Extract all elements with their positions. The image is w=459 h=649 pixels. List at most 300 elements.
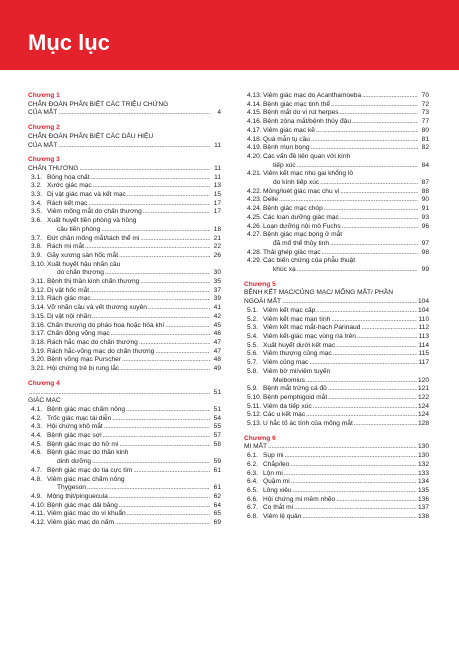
entry-title: CỦA MẮT bbox=[28, 109, 58, 117]
toc-entry-row[interactable] bbox=[31, 365, 221, 374]
toc-entry-row[interactable] bbox=[247, 359, 429, 368]
entry-number: 3.1. bbox=[31, 173, 42, 181]
toc-entry-row[interactable] bbox=[247, 188, 429, 197]
page-number: 98 bbox=[421, 248, 429, 256]
leader-dots bbox=[104, 423, 210, 432]
chapter-title-line: BỆNH KẾT MẠC/CỦNG MẠC/ MỐNG MẮT/ PHẦN bbox=[244, 289, 393, 297]
toc-entry[interactable] bbox=[28, 356, 221, 365]
toc-entry-row[interactable] bbox=[31, 208, 221, 217]
entry-title: 3.17.Chấn động võng mạc bbox=[31, 330, 110, 338]
toc-entry-row[interactable] bbox=[247, 487, 429, 496]
page-number: 128 bbox=[417, 420, 429, 428]
entry-title: 4.7. Bệnh giác mạc do tia cực tím bbox=[31, 466, 133, 474]
chapter-title-line: CHẨN ĐOÁN PHÂN BIỆT CÁC TRIỆU CHỨNG bbox=[28, 100, 169, 108]
toc-entry[interactable] bbox=[28, 235, 221, 244]
toc-entry-row[interactable] bbox=[247, 109, 429, 118]
toc-entry[interactable] bbox=[244, 504, 429, 513]
toc-entry[interactable] bbox=[28, 278, 221, 287]
entry-title: 3.11. Bệnh thị thần kinh chấn thương bbox=[31, 278, 140, 286]
leader-dots bbox=[330, 240, 418, 249]
entry-number: 5.4. bbox=[247, 332, 258, 340]
entry-number: 3.13. bbox=[31, 295, 46, 303]
toc-entry-row[interactable] bbox=[31, 304, 221, 313]
page-number: 69 bbox=[213, 519, 221, 527]
toc-entry[interactable] bbox=[28, 217, 221, 234]
entry-title: 4.9. Mộng thịt/pinguecula bbox=[31, 492, 108, 500]
entry-number: 5.5. bbox=[247, 341, 258, 349]
toc-entry[interactable] bbox=[244, 214, 429, 223]
chapter-label: Chương 3 bbox=[28, 156, 60, 164]
toc-entry-row[interactable] bbox=[247, 324, 429, 333]
toc-entry[interactable] bbox=[244, 350, 429, 359]
toc-entry-row[interactable] bbox=[247, 461, 429, 470]
toc-entry[interactable] bbox=[244, 333, 429, 342]
toc-entry-row[interactable] bbox=[247, 223, 429, 232]
chapter-label: Chương 2 bbox=[28, 124, 60, 132]
leader-dots bbox=[91, 174, 210, 183]
entry-number: 6.5. bbox=[247, 486, 258, 494]
page-number: 90 bbox=[421, 196, 429, 204]
entry-number: 3.10. bbox=[31, 260, 46, 268]
leader-dots bbox=[331, 316, 417, 325]
toc-entry-row[interactable] bbox=[31, 510, 221, 519]
toc-entry-row[interactable] bbox=[31, 467, 221, 476]
toc-entry[interactable] bbox=[244, 478, 429, 487]
page-number: 120 bbox=[417, 376, 429, 384]
toc-entry-row[interactable] bbox=[31, 423, 221, 432]
toc-entry[interactable] bbox=[244, 394, 429, 403]
toc-entry[interactable] bbox=[244, 487, 429, 496]
toc-entry[interactable] bbox=[244, 411, 429, 420]
toc-entry[interactable] bbox=[244, 127, 429, 136]
page-number: 138 bbox=[417, 513, 429, 521]
entry-title: 5.10.Bệnh pemphigoid mắt bbox=[247, 393, 328, 401]
toc-chapter-row[interactable] bbox=[28, 109, 221, 118]
page-number: 39 bbox=[213, 295, 221, 303]
toc-entry[interactable] bbox=[244, 470, 429, 479]
leader-dots bbox=[126, 406, 210, 415]
page-number: 37 bbox=[213, 286, 221, 294]
entry-title: 5.12.Các u kết mạc bbox=[247, 411, 306, 419]
toc-entry-row[interactable] bbox=[247, 136, 429, 145]
toc-entry[interactable] bbox=[244, 359, 429, 368]
toc-entry-row[interactable] bbox=[31, 519, 221, 528]
entry-title: 3.5. Viêm mống mắt do chấn thương bbox=[31, 208, 142, 216]
toc-entry-row[interactable] bbox=[247, 127, 429, 136]
entry-title: tiếp xúc bbox=[273, 161, 296, 169]
toc-entry[interactable] bbox=[244, 188, 429, 197]
leader-dots bbox=[119, 441, 210, 450]
page-number: 112 bbox=[418, 324, 429, 332]
page-number: 73 bbox=[421, 109, 429, 117]
toc-entry[interactable] bbox=[28, 287, 221, 296]
toc-entry-row[interactable] bbox=[247, 179, 429, 188]
toc-entry[interactable] bbox=[28, 208, 221, 217]
toc-entry-row[interactable] bbox=[31, 458, 221, 467]
toc-entry[interactable] bbox=[28, 348, 221, 357]
toc-entry-row[interactable] bbox=[247, 205, 429, 214]
toc-entry[interactable] bbox=[244, 403, 429, 412]
leader-dots bbox=[140, 235, 210, 244]
entry-number: 4.4. bbox=[31, 432, 42, 440]
toc-chapter-row[interactable] bbox=[244, 443, 429, 452]
page-number: 70 bbox=[421, 92, 429, 99]
toc-entry[interactable] bbox=[28, 295, 221, 304]
leader-dots bbox=[268, 443, 417, 452]
entry-line: 4.29.Các biến chứng của phẫu thuật bbox=[247, 257, 356, 265]
leader-dots bbox=[297, 266, 418, 275]
entry-number: 3.4. bbox=[31, 199, 42, 207]
page-number: 26 bbox=[213, 251, 221, 259]
page-number: 93 bbox=[421, 213, 429, 221]
entry-title: 3.18.Rách hắc mạc do chấn thương bbox=[31, 338, 138, 346]
leader-dots bbox=[105, 269, 210, 278]
toc-entry[interactable] bbox=[244, 153, 429, 170]
toc-entry-row[interactable] bbox=[31, 243, 221, 252]
entry-number: 3.18. bbox=[31, 338, 46, 346]
page-number: 30 bbox=[213, 269, 221, 277]
entry-number: 3.16. bbox=[31, 321, 46, 329]
toc-entry[interactable] bbox=[244, 513, 429, 522]
toc-entry[interactable] bbox=[244, 324, 429, 333]
chapter-title-line: CHẨN ĐOÁN PHÂN BIỆT CÁC DẤU HIỆU bbox=[28, 132, 154, 140]
entry-title: 5.13.U hắc tố ác tính của mống mắt bbox=[247, 420, 353, 428]
entry-number: 4.20. bbox=[247, 152, 262, 160]
entry-number: 3.14. bbox=[31, 304, 46, 312]
toc-entry-row[interactable] bbox=[31, 191, 221, 200]
toc-entry[interactable] bbox=[28, 519, 221, 528]
leader-dots bbox=[58, 109, 210, 118]
toc-entry-row[interactable] bbox=[247, 470, 429, 479]
entry-title: CỦA MẮT bbox=[28, 141, 58, 149]
leader-dots bbox=[342, 223, 418, 232]
entry-title: 3.20.Bệnh võng mạc Purscher bbox=[31, 356, 122, 364]
entry-title: Meibomius bbox=[273, 376, 305, 384]
toc-entry-row[interactable] bbox=[31, 322, 221, 331]
entry-line: 3.10.Xuất huyết hậu nhãn cầu bbox=[31, 260, 121, 268]
entry-number: 4.29. bbox=[247, 257, 262, 265]
toc-entry-row[interactable] bbox=[31, 226, 221, 235]
leader-dots bbox=[279, 196, 418, 205]
page-number: 11 bbox=[214, 164, 221, 172]
toc-entry-row[interactable] bbox=[247, 478, 429, 487]
toc-entry-row[interactable] bbox=[31, 295, 221, 304]
entry-number: 3.9. bbox=[31, 251, 42, 259]
entry-number: 3.2. bbox=[31, 182, 42, 190]
toc-entry-row[interactable] bbox=[247, 92, 429, 101]
toc-entry[interactable] bbox=[244, 223, 429, 232]
toc-entry[interactable] bbox=[244, 452, 429, 461]
page-number: 58 bbox=[213, 440, 221, 448]
entry-number: 4.3. bbox=[31, 423, 42, 431]
entry-line: 4.8. Viêm giác mạc chấm nông bbox=[31, 475, 125, 483]
entry-title: 4.18.Quá mẫn tụ cầu bbox=[247, 135, 310, 143]
toc-right-column bbox=[244, 92, 429, 522]
entry-title: 4.10.Bệnh giác mạc dải băng bbox=[31, 501, 118, 509]
toc-entry-row[interactable] bbox=[247, 214, 429, 223]
toc-entry-row[interactable] bbox=[247, 420, 429, 429]
toc-entry[interactable] bbox=[244, 257, 429, 274]
entry-title: 5.11. Viêm da tiếp xúc bbox=[247, 402, 312, 410]
toc-entry-row[interactable] bbox=[31, 174, 221, 183]
entry-number: 4.22. bbox=[247, 187, 262, 195]
entry-number: 4.17. bbox=[247, 126, 262, 134]
toc-entry-row[interactable] bbox=[247, 118, 429, 127]
leader-dots bbox=[58, 142, 210, 151]
toc-entry[interactable] bbox=[244, 231, 429, 248]
entry-number: 3.6. bbox=[31, 217, 42, 225]
toc-entry[interactable] bbox=[244, 368, 429, 385]
entry-number: 3.21. bbox=[31, 365, 46, 373]
entry-number: 6.1. bbox=[247, 452, 258, 460]
entry-number: 4.2. bbox=[31, 414, 42, 422]
entry-title: Thygeson bbox=[57, 484, 86, 492]
toc-entry[interactable] bbox=[244, 205, 429, 214]
toc-entry[interactable] bbox=[244, 316, 429, 325]
toc-entry[interactable] bbox=[28, 476, 221, 493]
entry-title: 4.4. Bệnh giác mạc sợi bbox=[31, 432, 102, 440]
page-number: 130 bbox=[417, 443, 429, 451]
toc-entry[interactable] bbox=[28, 330, 221, 339]
entry-number: 5.6. bbox=[247, 350, 258, 358]
entry-number: 5.7. bbox=[247, 359, 258, 367]
leader-dots bbox=[109, 493, 210, 502]
leader-dots bbox=[357, 333, 418, 342]
toc-entry[interactable] bbox=[28, 406, 221, 415]
leader-dots bbox=[143, 208, 210, 217]
toc-chapter-row[interactable] bbox=[28, 389, 221, 398]
toc-entry-row[interactable] bbox=[247, 504, 429, 513]
leader-dots bbox=[140, 278, 210, 287]
toc-entry[interactable] bbox=[28, 510, 221, 519]
toc-entry-row[interactable] bbox=[247, 144, 429, 153]
entry-number: 4.23. bbox=[247, 196, 262, 204]
toc-chapter-row[interactable] bbox=[28, 165, 221, 174]
entry-number: 4.11. bbox=[31, 510, 46, 518]
leader-dots bbox=[119, 502, 210, 511]
page-number: 132 bbox=[417, 460, 429, 468]
toc-entry-row[interactable] bbox=[247, 240, 429, 249]
entry-title: đã mổ thể thủy tinh bbox=[273, 239, 330, 247]
entry-title: 5.3. Viêm kết mạc mắt-hạch Parinaud bbox=[247, 324, 361, 332]
leader-dots bbox=[101, 226, 210, 235]
leader-dots bbox=[285, 452, 417, 461]
page-number: 18 bbox=[213, 225, 221, 233]
toc-entry-row[interactable] bbox=[247, 452, 429, 461]
entry-number: 5.1. bbox=[247, 306, 258, 314]
entry-title: 3.3. Dị vật giác mạc và kết mạc bbox=[31, 191, 126, 199]
leader-dots bbox=[328, 385, 417, 394]
entry-number: 3.8. bbox=[31, 243, 42, 251]
page-number: 61 bbox=[213, 484, 221, 492]
entry-number: 4.19. bbox=[247, 144, 262, 152]
entry-title: 4.26.Loạn dưỡng nội mô Fuchs bbox=[247, 222, 341, 230]
entry-title: 4.2. Trốc giác mạc tái diễn bbox=[31, 414, 112, 422]
toc-entry-row[interactable] bbox=[31, 252, 221, 261]
entry-title: dinh dưỡng bbox=[57, 458, 92, 466]
entry-number: 4.15. bbox=[247, 109, 262, 117]
page-number: 51 bbox=[213, 405, 221, 413]
leader-dots bbox=[111, 330, 210, 339]
leader-dots bbox=[93, 182, 210, 191]
entry-title: 6.2. Chắp/lẹo bbox=[247, 460, 290, 468]
leader-dots bbox=[331, 101, 418, 110]
toc-entry-row[interactable] bbox=[247, 403, 429, 412]
toc-entry[interactable] bbox=[28, 261, 221, 278]
leader-dots bbox=[352, 118, 418, 127]
page-number: 62 bbox=[213, 492, 221, 500]
entry-number: 3.11. bbox=[31, 278, 46, 286]
toc-entry[interactable] bbox=[28, 423, 221, 432]
toc-entry-row[interactable] bbox=[247, 513, 429, 522]
leader-dots bbox=[328, 394, 417, 403]
leader-dots bbox=[87, 484, 210, 493]
leader-dots bbox=[340, 109, 418, 118]
toc-entry[interactable] bbox=[244, 144, 429, 153]
leader-dots bbox=[293, 487, 417, 496]
toc-entry-row[interactable] bbox=[31, 235, 221, 244]
entry-number: 4.6. bbox=[31, 449, 42, 457]
page-number: 17 bbox=[213, 208, 221, 216]
toc-entry[interactable] bbox=[28, 432, 221, 441]
toc-entry-row[interactable] bbox=[31, 356, 221, 365]
page-number: 99 bbox=[421, 266, 429, 274]
toc-entry[interactable] bbox=[28, 449, 221, 466]
leader-dots bbox=[120, 365, 210, 374]
page-number: 133 bbox=[417, 469, 429, 477]
toc-entry[interactable] bbox=[28, 415, 221, 424]
toc-entry[interactable] bbox=[244, 196, 429, 205]
leader-dots bbox=[133, 467, 210, 476]
toc-entry-row[interactable] bbox=[247, 377, 429, 386]
toc-entry-row[interactable] bbox=[31, 484, 221, 493]
entry-number: 5.8. bbox=[247, 367, 258, 375]
chapter-label: Chương 4 bbox=[28, 379, 60, 387]
page-number: 115 bbox=[418, 350, 429, 358]
entry-title: 4.11. Viêm giác mạc do vi khuẩn bbox=[31, 510, 126, 518]
page-number: 64 bbox=[213, 501, 221, 509]
toc-entry[interactable] bbox=[28, 182, 221, 191]
toc-entry[interactable] bbox=[244, 170, 429, 187]
entry-number: 4.5. bbox=[31, 440, 42, 448]
entry-title: 5.1. Viêm kết mạc cấp bbox=[247, 306, 316, 314]
entry-number: 4.9. bbox=[31, 492, 42, 500]
toc-entry[interactable] bbox=[244, 118, 429, 127]
entry-title: 3.16.Chấn thương do pháo hoa hoặc hóa khí bbox=[31, 321, 165, 329]
leader-dots bbox=[103, 432, 210, 441]
toc-entry-row[interactable] bbox=[31, 348, 221, 357]
chapter-title-line: GIÁC MẠC bbox=[28, 397, 61, 405]
toc-entry-row[interactable] bbox=[247, 350, 429, 359]
entry-title: 6.4. Quặm mi bbox=[247, 478, 290, 486]
toc-entry[interactable] bbox=[28, 191, 221, 200]
toc-entry[interactable] bbox=[28, 174, 221, 183]
toc-entry-row[interactable] bbox=[31, 182, 221, 191]
entry-number: 4.16. bbox=[247, 118, 262, 126]
toc-entry-row[interactable] bbox=[31, 287, 221, 296]
toc-entry-row[interactable] bbox=[31, 269, 221, 278]
entry-number: 6.6. bbox=[247, 495, 258, 503]
page-number: 110 bbox=[418, 315, 429, 323]
toc-entry[interactable] bbox=[28, 252, 221, 261]
toc-entry[interactable] bbox=[28, 322, 221, 331]
page-number: 51 bbox=[213, 388, 221, 396]
entry-number: 4.13. bbox=[247, 92, 262, 99]
toc-entry[interactable] bbox=[244, 385, 429, 394]
toc-entry[interactable] bbox=[244, 92, 429, 101]
leader-dots bbox=[311, 144, 418, 153]
toc-entry[interactable] bbox=[28, 304, 221, 313]
page-number: 15 bbox=[213, 191, 221, 199]
toc-entry-row[interactable] bbox=[31, 493, 221, 502]
toc-entry[interactable] bbox=[244, 420, 429, 429]
toc-entry[interactable] bbox=[244, 136, 429, 145]
toc-entry-row[interactable] bbox=[31, 415, 221, 424]
toc-chapter-row[interactable] bbox=[28, 142, 221, 151]
entry-title: 4.28.Thải ghép giác mạc bbox=[247, 248, 321, 256]
toc-entry-row[interactable] bbox=[31, 432, 221, 441]
toc-entry-row[interactable] bbox=[247, 196, 429, 205]
toc-entry[interactable] bbox=[244, 307, 429, 316]
leader-dots bbox=[316, 307, 417, 316]
toc-entry-row[interactable] bbox=[247, 333, 429, 342]
entry-number: 3.20. bbox=[31, 356, 46, 364]
toc-entry[interactable] bbox=[28, 365, 221, 374]
toc-entry[interactable] bbox=[28, 467, 221, 476]
toc-entry-row[interactable] bbox=[247, 385, 429, 394]
toc-entry-row[interactable] bbox=[247, 316, 429, 325]
page-number: 97 bbox=[421, 239, 429, 247]
toc-entry-row[interactable] bbox=[247, 411, 429, 420]
toc-entry-row[interactable] bbox=[31, 330, 221, 339]
toc-entry-row[interactable] bbox=[247, 394, 429, 403]
page-number: 122 bbox=[417, 393, 429, 401]
leader-dots bbox=[336, 342, 417, 351]
page-number: 114 bbox=[418, 341, 429, 349]
toc-entry[interactable] bbox=[28, 313, 221, 322]
page-number: 87 bbox=[421, 179, 429, 187]
page-number: 72 bbox=[421, 100, 429, 108]
toc-entry[interactable] bbox=[28, 339, 221, 348]
toc-entry-row[interactable] bbox=[31, 313, 221, 322]
toc-entry-row[interactable] bbox=[31, 339, 221, 348]
toc-entry-row[interactable] bbox=[31, 278, 221, 287]
toc-entry-row[interactable] bbox=[247, 266, 429, 275]
entry-title: 3.2. Xước giác mạc bbox=[31, 182, 92, 190]
entry-title: 6.3. Lộn mi bbox=[247, 469, 283, 477]
toc-entry[interactable] bbox=[28, 493, 221, 502]
entry-title: 6.1. Sụp mi bbox=[247, 452, 284, 460]
leader-dots bbox=[92, 458, 210, 467]
entry-number: 4.10. bbox=[31, 501, 46, 509]
toc-entry[interactable] bbox=[28, 243, 221, 252]
leader-dots bbox=[362, 92, 418, 101]
toc-chapter-row[interactable] bbox=[244, 298, 429, 307]
toc-entry[interactable] bbox=[244, 461, 429, 470]
entry-number: 3.3. bbox=[31, 191, 42, 199]
entry-number: 4.14. bbox=[247, 100, 262, 108]
entry-title: 4.1. Bệnh giác mạc chấm nông bbox=[31, 405, 126, 413]
entry-number: 4.7. bbox=[31, 466, 42, 474]
toc-entry-row[interactable] bbox=[31, 406, 221, 415]
leader-dots bbox=[284, 470, 417, 479]
entry-number: 4.12. bbox=[31, 519, 46, 527]
entry-title: 4.25.Các loạn dưỡng giác mạc bbox=[247, 213, 339, 221]
toc-entry-row[interactable] bbox=[247, 307, 429, 316]
page-number: 11 bbox=[214, 173, 221, 181]
entry-title: 4.5. Bệnh giác mạc do hở mi bbox=[31, 440, 119, 448]
toc-entry[interactable] bbox=[244, 109, 429, 118]
